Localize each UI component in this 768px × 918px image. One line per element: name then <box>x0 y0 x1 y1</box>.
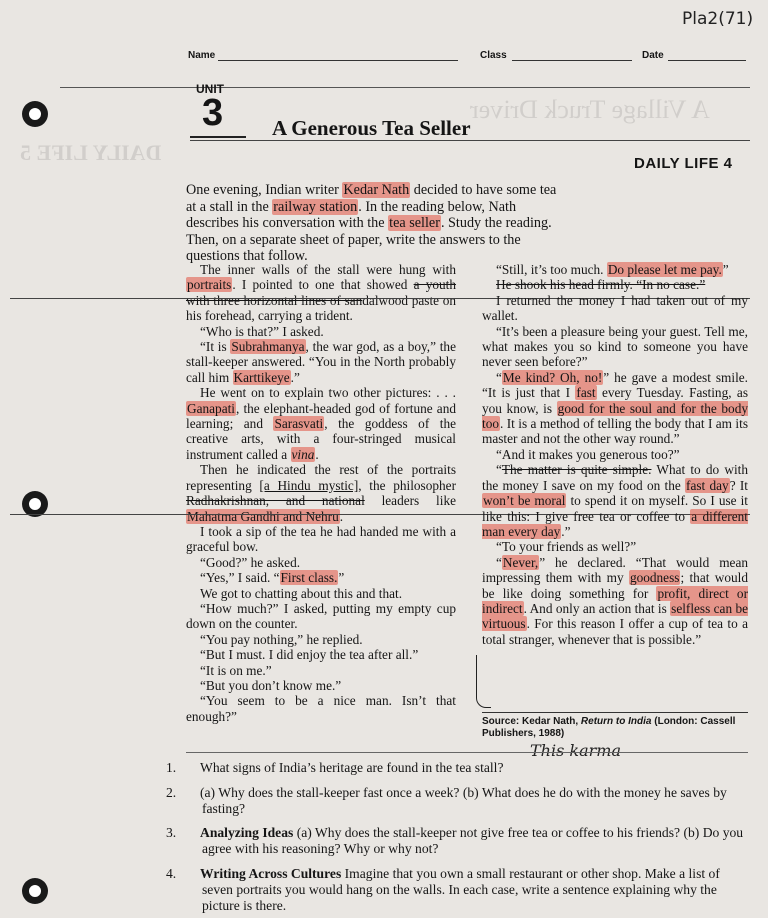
question-number: 3. <box>166 825 177 841</box>
question-number: 1. <box>166 760 177 775</box>
paragraph: “It is on me.” <box>200 662 272 678</box>
paragraph <box>186 570 456 585</box>
text: . <box>339 508 344 524</box>
intro-text: . Study the reading. Then, on a separate sheet of paper, write the answers to the questions that follow. <box>186 215 552 264</box>
text: ” <box>722 262 729 277</box>
unit-label: UNIT <box>196 82 224 96</box>
paragraph: “How much?” I asked, putting my empty cup down on the counter. <box>186 600 456 632</box>
text: .” <box>561 523 571 539</box>
source-publisher: (London: Cassell Publishers, 1988) <box>482 716 736 739</box>
paragraph <box>186 385 456 462</box>
paragraph: “And it makes you generous too?” <box>496 446 680 462</box>
class-field[interactable] <box>512 48 632 61</box>
page-title: A Generous Tea Seller <box>272 116 471 140</box>
text: to spend it on myself. So I use it like this: I give free tea or coffee to <box>482 493 748 524</box>
text: “It is <box>200 339 231 355</box>
highlight: portraits <box>187 277 232 293</box>
source-book: Return to India <box>580 716 652 727</box>
highlight: Kedar Nath <box>343 182 410 198</box>
paragraph: We got to chatting about this and that. <box>200 585 403 601</box>
intro-text: One evening, Indian writer <box>186 182 343 198</box>
text: ” he gave a modest smile. “It is just that I <box>482 369 748 401</box>
text: . It is a method of telling the body that I am its master and not the other way round.” <box>482 416 748 447</box>
corner-note: Pla2(71) <box>682 9 754 29</box>
text: “ <box>496 462 502 478</box>
highlight: profit, direct or indirect <box>482 585 748 616</box>
highlight: Sarasvati <box>274 416 324 432</box>
question-heading: Writing Across Cultures <box>200 865 342 881</box>
paragraph: “But you don’t know me.” <box>200 677 342 693</box>
underlined-text: [a Hindu mystic] <box>259 477 359 493</box>
paragraph: “To your friends as well?” <box>496 539 637 555</box>
bleed-through-text: DAILY LIFE 5 <box>20 140 162 165</box>
text: “ <box>496 369 502 385</box>
unit-number: 3 <box>202 92 224 134</box>
text: ” <box>338 570 345 586</box>
question-text: (a) Why does the stall-keeper not give free tea or coffee to his friends? (b) Do you agree with his reasoning? Why or why not? <box>202 825 744 857</box>
date-field[interactable] <box>668 48 746 61</box>
paragraph: “You pay nothing,” he replied. <box>200 631 363 647</box>
text: ; that would be like doing something for <box>482 570 748 601</box>
question-item <box>166 784 744 817</box>
question-item <box>166 825 744 857</box>
highlight: a different man every day <box>482 508 748 539</box>
question-text: (a) Why does the stall-keeper fast once a week? (b) What does he do with the money he saves by fasting? <box>200 784 727 816</box>
highlight: goodness <box>629 570 680 586</box>
highlight: selfless can be virtuous <box>482 600 749 632</box>
paragraph: “But I must. I did enjoy the tea after all.” <box>200 647 419 663</box>
paragraph <box>482 555 748 647</box>
paragraph: I took a sip of the tea he had handed me with a graceful bow. <box>186 523 456 555</box>
questions-list <box>166 760 744 913</box>
source-label: Source: Kedar Nath, <box>482 716 581 727</box>
question-text: What signs of India’s heritage are found in the tea stall? <box>200 760 504 775</box>
text: . For this reason I offer a cup of tea to a total stranger, whenever that is possible.” <box>482 616 748 647</box>
struck-text: a youth with three horizontal lines of san <box>186 277 457 308</box>
intro-text: decided to have some tea at a stall in the <box>186 182 557 215</box>
pen-bracket <box>476 655 491 708</box>
paragraph: “Good?” he asked. <box>200 554 301 570</box>
highlight: Ganapati <box>187 400 235 416</box>
paragraph: I returned the money I had taken out of my wallet. <box>482 292 748 324</box>
text: What to do with the money I save on my food on the <box>482 462 748 493</box>
text: dalwood paste on his forehead, carrying a trident. <box>186 292 456 324</box>
struck-text: The matter is quite simple. <box>501 462 652 478</box>
question-heading: Analyzing Ideas <box>200 825 294 841</box>
source-citation <box>482 716 748 740</box>
text: “ <box>496 554 502 570</box>
highlight: Karttikeye <box>233 369 290 385</box>
text: . <box>315 446 319 462</box>
highlight: vina <box>291 446 315 462</box>
question-item <box>166 760 744 776</box>
text: The inner walls of the stall were hung with <box>200 262 456 277</box>
paragraph: “Who is that?” I asked. <box>200 323 324 339</box>
punch-hole <box>22 101 48 127</box>
handwritten-note: This karma <box>530 741 621 760</box>
intro-paragraph <box>186 182 566 265</box>
text: .” <box>290 369 300 385</box>
punch-hole <box>22 878 48 904</box>
paragraph: He shook his head firmly. “In no case.” <box>496 277 706 293</box>
paragraph: “It’s been a pleasure being your guest. Tell me, what makes you so kind to someone you have never seen before?” <box>482 323 748 370</box>
text: leaders like <box>364 493 456 509</box>
text: , the elephant-headed god of fortune and learning; and <box>186 400 456 432</box>
bleed-through-title: A Village Truck Driver <box>470 95 710 124</box>
question-number: 2. <box>166 784 177 800</box>
text: ? It <box>729 477 748 493</box>
intro-text: . In the reading below, Nath describes his conversation with the <box>186 198 517 231</box>
header-rule <box>60 87 750 88</box>
struck-text: Radhakrishnan, and national <box>186 493 365 509</box>
paragraph <box>482 262 748 277</box>
title-rule <box>190 140 750 141</box>
text: every Tuesday. Fasting, as you know, is <box>482 385 749 416</box>
highlight: First class. <box>280 570 338 586</box>
highlight: fast <box>576 385 596 401</box>
story-right-column <box>482 262 748 647</box>
highlight: railway station <box>273 198 358 215</box>
highlight: Do please let me pay. <box>607 262 722 277</box>
unit-rule <box>190 136 246 138</box>
question-number: 4. <box>166 865 177 881</box>
text: “Yes,” I said. “ <box>200 570 280 586</box>
paragraph <box>482 370 748 447</box>
text: , the philosopher <box>358 477 456 493</box>
date-label: Date <box>642 50 664 61</box>
question-text: Imagine that you own a small restaurant or other shop. Make a list of seven portraits you would hang on the walls. In each case, write a sentence explaining why the picture is there. <box>202 865 720 913</box>
highlight: good for the soul and for the body too <box>482 400 749 432</box>
name-label: Name <box>188 50 216 61</box>
name-field[interactable] <box>218 48 458 61</box>
text: “Still, it’s too much. <box>496 262 607 277</box>
text: , the war god, as a boy,” the stall-keeper answered. “You in the North probably call him <box>186 339 456 385</box>
series-label: DAILY LIFE 4 <box>634 155 733 172</box>
text: . And only an action that is <box>523 600 671 616</box>
source-rule <box>482 712 748 713</box>
paragraph <box>186 262 456 324</box>
highlight: tea seller <box>389 215 440 231</box>
highlight: Never, <box>502 554 539 570</box>
text: He went on to explain two other pictures: . . . <box>200 385 456 401</box>
paragraph: “You seem to be a nice man. Isn’t that enough?” <box>186 693 456 724</box>
story-left-column <box>186 262 456 724</box>
question-item <box>166 865 744 913</box>
paragraph <box>186 339 456 385</box>
text: ” he declared. “That would mean impressing them with my <box>482 554 748 586</box>
highlight: Subrahmanya <box>231 339 305 355</box>
text: . I pointed to one that showed <box>232 277 414 293</box>
highlight: won’t be moral <box>483 493 566 509</box>
class-label: Class <box>480 50 507 61</box>
highlight: Me kind? Oh, no! <box>502 369 603 385</box>
header-fields <box>188 48 748 68</box>
questions-rule <box>186 752 748 753</box>
text: Then he indicated the rest of the portraits representing <box>186 462 456 493</box>
highlight: Mahatma Gandhi and Nehru <box>187 508 339 524</box>
highlight: fast day <box>686 477 729 493</box>
text: , the goddess of the creative arts, with a four-stringed musical instrument called a <box>186 416 456 462</box>
paragraph <box>482 462 748 539</box>
